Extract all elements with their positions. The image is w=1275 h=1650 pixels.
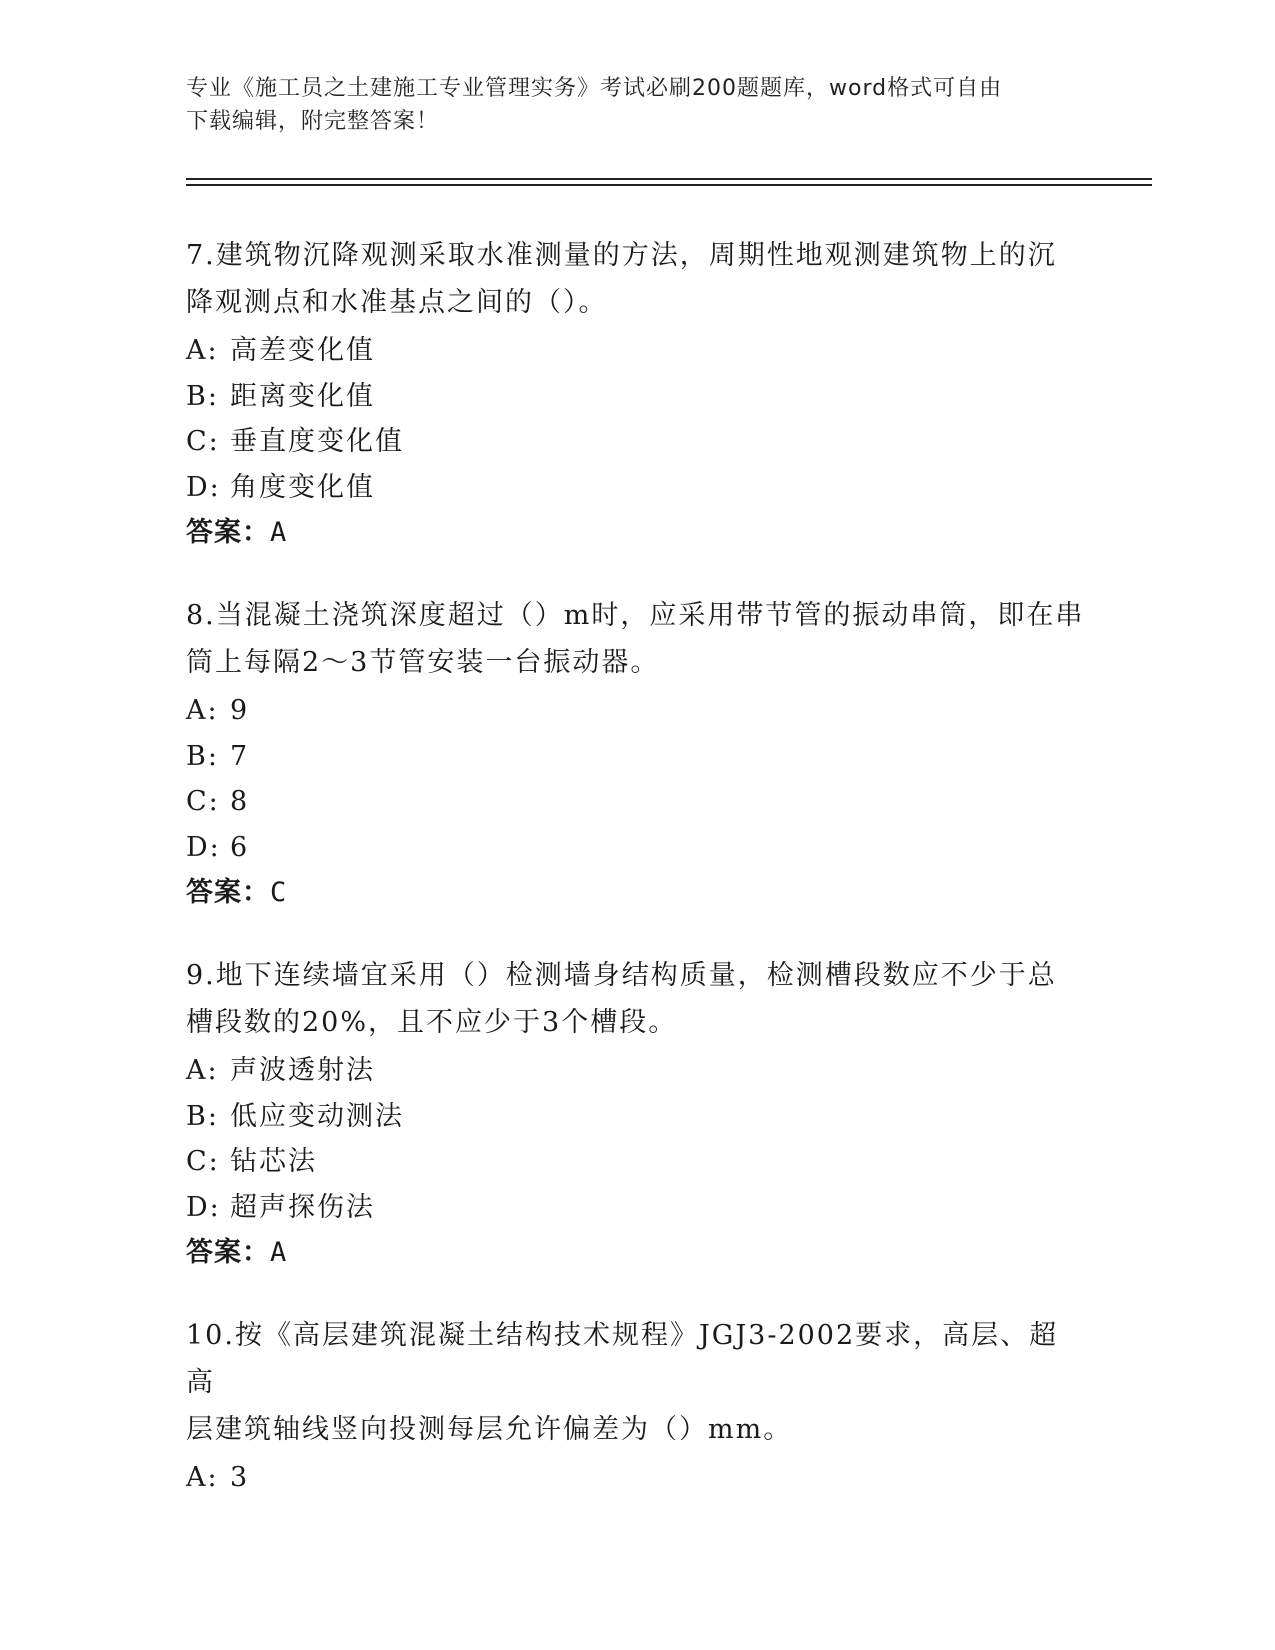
option-key: C: [186,1146,220,1177]
option-key: D: [186,471,221,503]
question-stem-line: 7.建筑物沉降观测采取水准测量的方法，周期性地观测建筑物上的沉 [186,240,1057,271]
question-stem [186,592,1086,686]
question-7 [186,232,1086,556]
option-a [186,1048,1086,1094]
option-d [186,1185,1086,1231]
option-text: 高差变化值 [230,335,375,366]
option-key: A: [186,1462,219,1493]
question-stem-line: 槽段数的20%，且不应少于3个槽段。 [186,1007,678,1038]
option-b [186,374,1086,420]
question-stem-line: 8.当混凝土浇筑深度超过（）m时，应采用带节管的振动串筒，即在串 [186,600,1085,631]
option-text: 7 [230,740,250,772]
option-text: 低应变动测法 [230,1100,404,1132]
option-key: B: [186,380,219,412]
answer-value: A [270,1237,288,1268]
question-10 [186,1312,1086,1501]
option-key: D: [186,831,221,863]
option-text: 垂直度变化值 [230,426,404,457]
option-key: A: [186,335,219,366]
option-text: 9 [230,695,250,726]
option-text: 角度变化值 [230,471,375,503]
option-text: 超声探伤法 [230,1191,375,1223]
option-d [186,465,1086,511]
option-d [186,825,1086,871]
option-key: C: [186,426,220,457]
option-a [186,688,1086,734]
answer-value: A [270,517,288,548]
answer-value: C [270,877,288,908]
option-key: A: [186,695,219,726]
document-header [186,72,1086,138]
option-c [186,1139,1086,1185]
answer [186,1230,1086,1276]
question-stem-line: 10.按《高层建筑混凝土结构技术规程》JGJ3-2002要求，高层、超高 [186,1320,1059,1398]
option-text: 钻芯法 [230,1146,317,1177]
header-divider-bottom [186,184,1152,186]
question-stem-line: 9.地下连续墙宜采用（）检测墙身结构质量，检测槽段数应不少于总 [186,960,1057,991]
question-list [186,232,1086,1537]
option-key: B: [186,1100,219,1132]
answer-label: 答案： [186,517,270,548]
answer [186,510,1086,556]
answer-label: 答案： [186,877,270,908]
header-line-1: 专业《施工员之土建施工专业管理实务》考试必刷200题题库，word格式可自由 [186,76,1003,101]
option-a [186,1455,1086,1501]
option-key: C: [186,786,220,817]
option-b [186,1094,1086,1140]
header-line-2: 下载编辑，附完整答案！ [186,109,440,134]
option-text: 3 [230,1462,250,1493]
option-c [186,779,1086,825]
option-key: B: [186,740,219,772]
option-key: A: [186,1055,219,1086]
question-stem-line: 降观测点和水准基点之间的（）。 [186,287,608,318]
option-b [186,734,1086,780]
option-c [186,419,1086,465]
question-stem-line: 筒上每隔2～3节管安装一台振动器。 [186,647,660,678]
question-9 [186,952,1086,1276]
answer-label: 答案： [186,1237,270,1268]
question-stem [186,1312,1086,1453]
option-key: D: [186,1191,221,1223]
option-text: 8 [230,786,250,817]
option-text: 声波透射法 [230,1055,375,1086]
option-a [186,328,1086,374]
answer [186,870,1086,916]
question-stem [186,952,1086,1046]
header-divider-top [186,178,1152,180]
question-8 [186,592,1086,916]
option-text: 距离变化值 [230,380,375,412]
question-stem-line: 层建筑轴线竖向投测每层允许偏差为（）mm。 [186,1414,793,1445]
question-stem [186,232,1086,326]
option-text: 6 [230,831,250,863]
